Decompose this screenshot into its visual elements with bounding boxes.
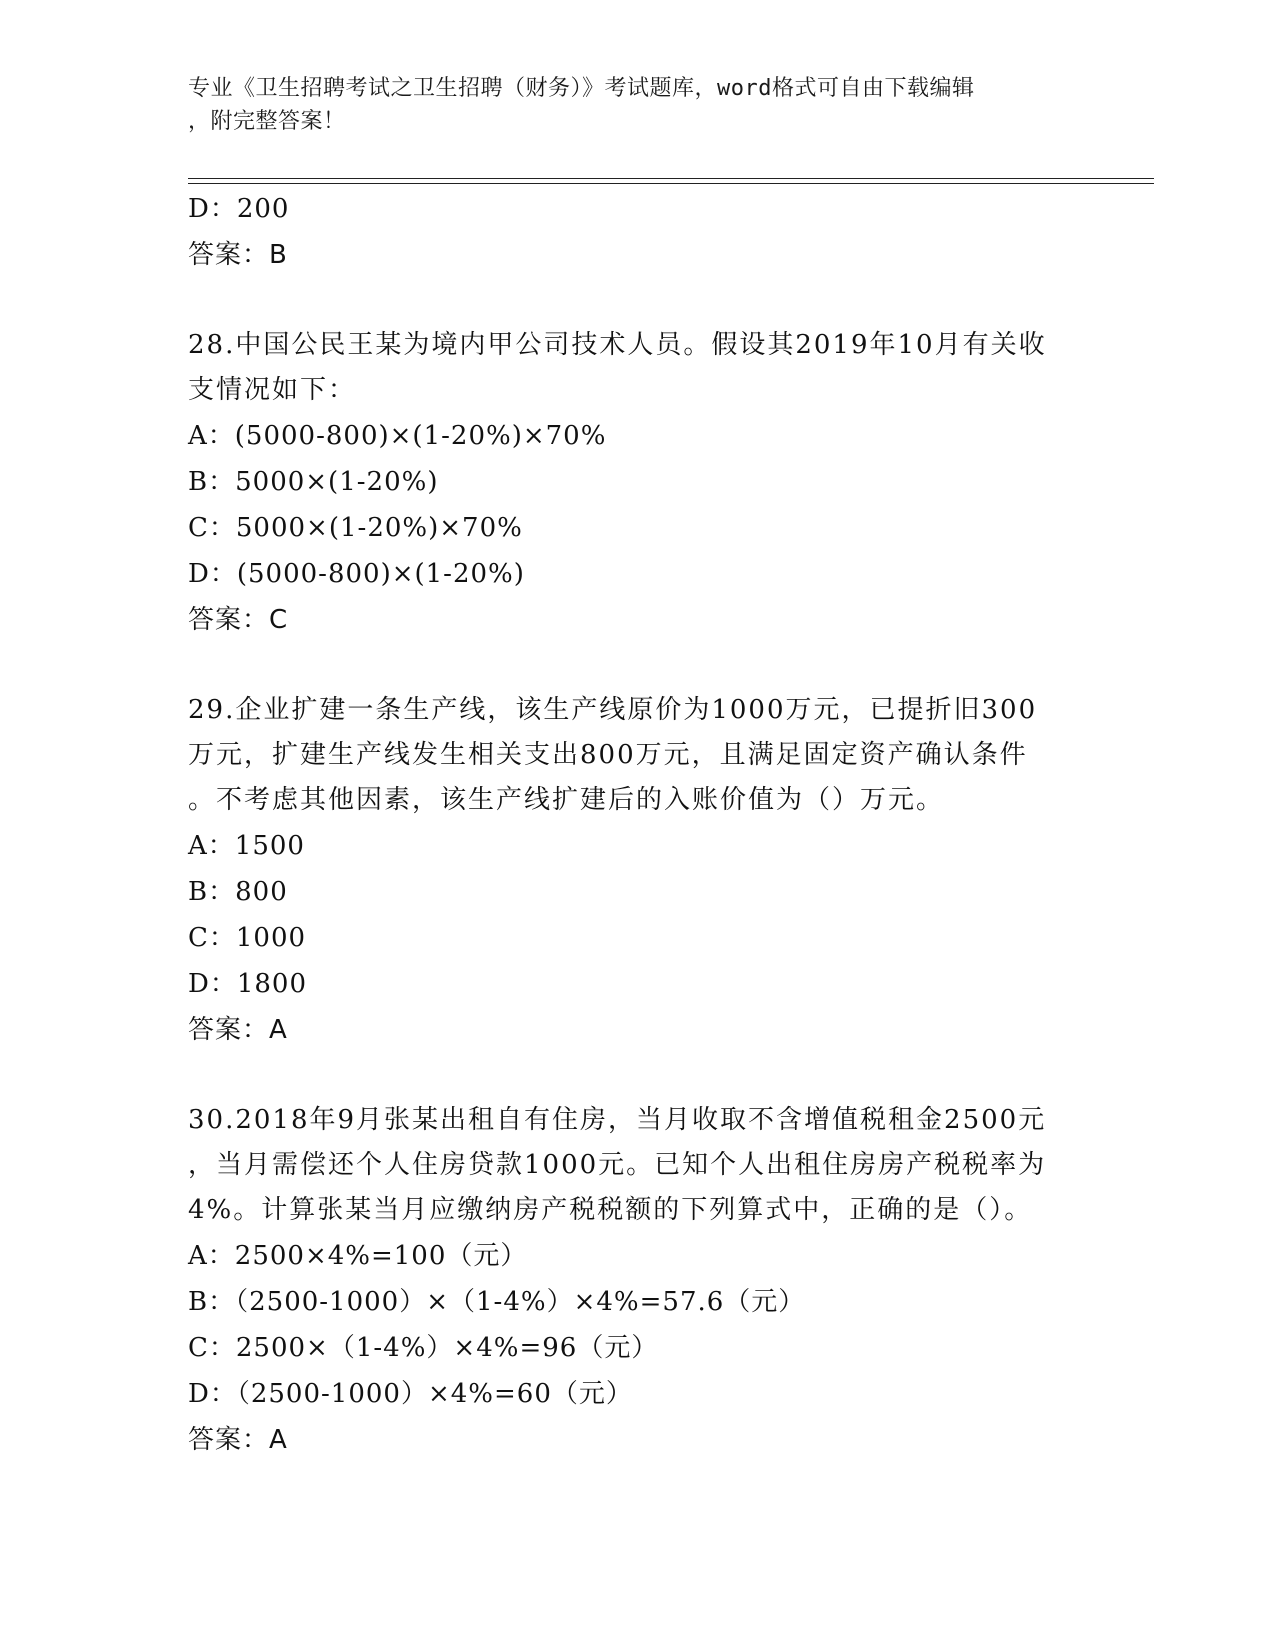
option-a: A：(5000-800)×(1-20%)×70% [188,421,607,451]
option-b: B：5000×(1-20%) [188,467,439,497]
option-b: B：（2500-1000）×（1-4%）×4%=57.6（元） [188,1287,806,1317]
question-stem-line: 28.中国公民王某为境内甲公司技术人员。假设其2019年10月有关收 [188,330,1047,360]
option-b: B：800 [188,877,288,907]
header-line-1: 专业《卫生招聘考试之卫生招聘（财务）》考试题库，word格式可自由下载编辑 [188,76,975,101]
header-divider-top [188,178,1154,179]
option-d: D：200 [188,194,290,224]
option-c: C：2500×（1-4%）×4%=96（元） [188,1333,659,1363]
question-28 [188,323,1088,643]
question-stem-line: 4%。计算张某当月应缴纳房产税税额的下列算式中，正确的是（）。 [188,1195,1033,1225]
option-a: A：2500×4%=100（元） [188,1241,528,1271]
question-stem-line: 30.2018年9月张某出租自有住房，当月收取不含增值税租金2500元 [188,1105,1047,1135]
page-header [188,72,1068,138]
option-d: D：（2500-1000）×4%=60（元） [188,1379,633,1409]
question-stem-line: 万元，扩建生产线发生相关支出800万元，且满足固定资产确认条件 [188,740,1028,770]
header-divider-bottom [188,183,1154,184]
question-30 [188,1098,1088,1463]
answer-line: 答案：C [188,605,289,635]
header-line-2: ，附完整答案！ [188,109,346,134]
spacer [188,278,1088,323]
spacer [188,643,1088,688]
question-stem-line: 。不考虑其他因素，该生产线扩建后的入账价值为（）万元。 [188,785,945,815]
option-d: D：(5000-800)×(1-20%) [188,559,525,589]
question-stem-line: 支情况如下： [188,375,357,405]
option-a: A：1500 [188,831,305,861]
option-c: C：1000 [188,923,307,953]
spacer [188,1053,1088,1098]
question-29 [188,688,1088,1053]
answer-line: 答案：B [188,240,288,270]
answer-line: 答案：A [188,1425,288,1455]
question-stem-line: ，当月需偿还个人住房贷款1000元。已知个人出租住房房产税税率为 [188,1150,1047,1180]
question-stem-line: 29.企业扩建一条生产线，该生产线原价为1000万元，已提折旧300 [188,695,1038,725]
option-c: C：5000×(1-20%)×70% [188,513,523,543]
question-27-tail [188,186,1088,278]
option-d: D：1800 [188,969,308,999]
answer-line: 答案：A [188,1015,288,1045]
document-body [188,186,1088,1463]
